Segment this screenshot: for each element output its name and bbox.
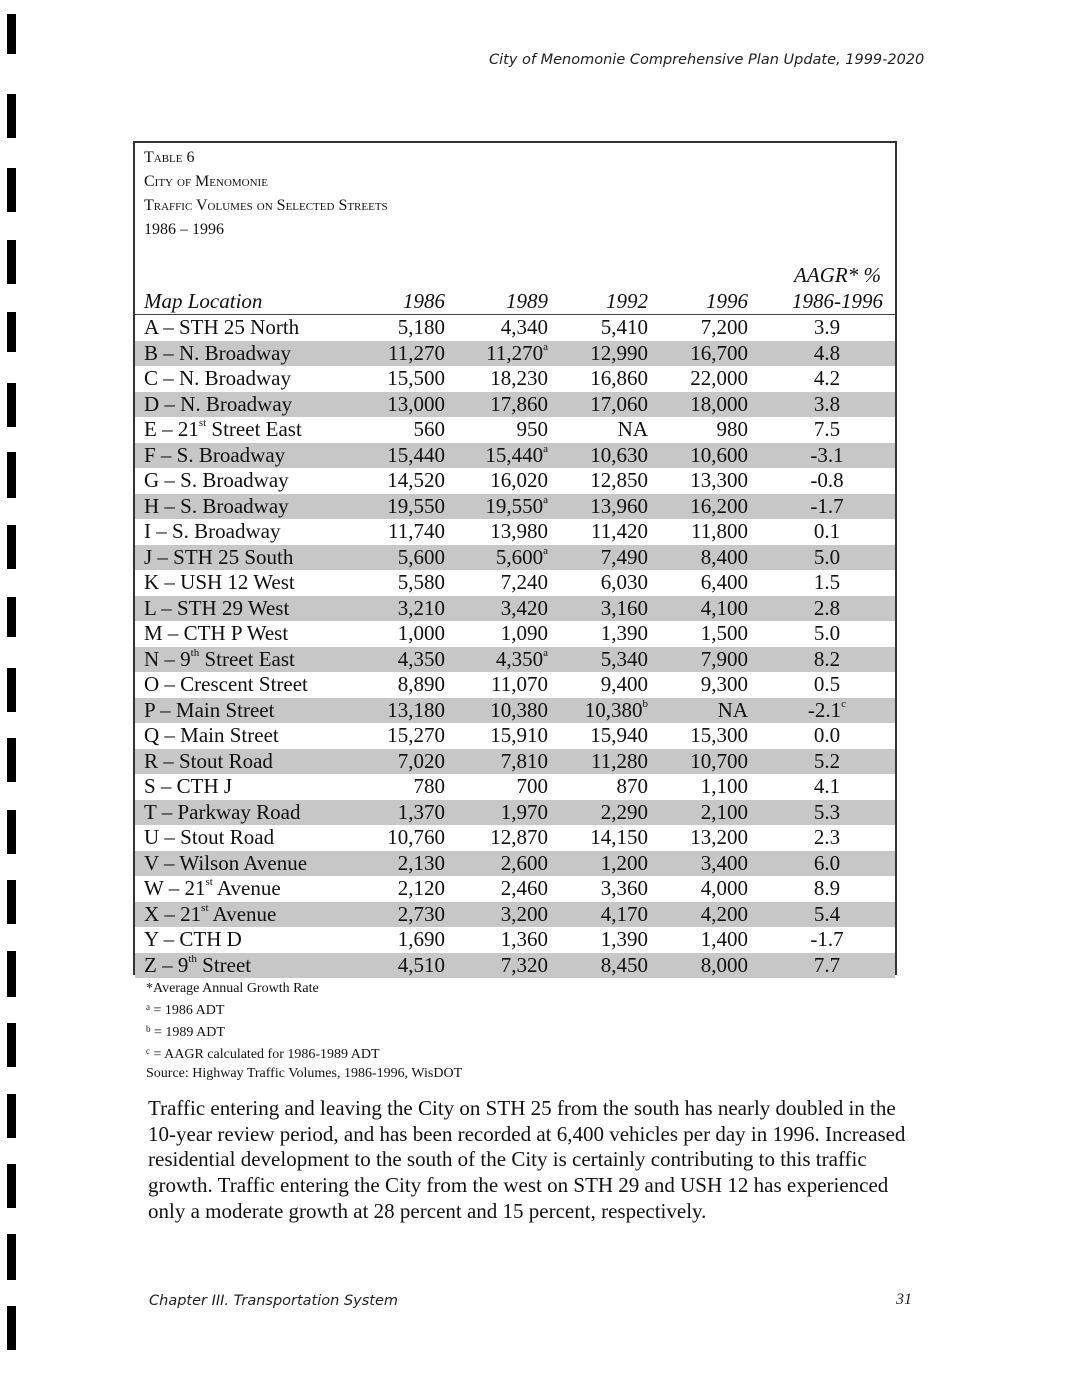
cell-1996: 2,100 [700,799,748,824]
cell-1992: 16,860 [590,366,648,390]
binder-mark [7,525,16,569]
cell-location: H – S. Broadway [144,493,289,518]
cell-1992: 3,360 [600,876,648,900]
cell-location: X – 21st Avenue [144,901,277,926]
binder-mark [7,14,16,54]
cell-1986: 1,690 [397,927,445,951]
cell-1996: 3,400 [700,850,748,875]
cell-location: B – N. Broadway [144,340,291,365]
header-aagr-period: 1986-1996 [792,289,883,313]
cell-1989: 18,230 [490,366,548,390]
cell-1992: 11,280 [591,748,648,773]
cell-location: Y – CTH D [144,927,242,951]
cell-1986: 8,890 [397,672,445,696]
cell-location: C – N. Broadway [144,366,291,390]
cell-1996: 7,900 [700,646,748,671]
table-row [135,596,895,622]
cell-aagr: 1.5 [813,570,841,594]
cell-aagr: 2.8 [813,595,841,620]
binder-mark [7,738,16,782]
table-row [135,774,895,800]
cell-1996: 1,400 [700,927,748,951]
cell-location: F – S. Broadway [144,442,286,467]
cell-aagr: 5.0 [813,544,841,569]
cell-1996: 4,100 [700,595,748,620]
table-row [135,315,895,341]
table-number: Table 6 [144,149,195,166]
cell-1989: 7,320 [500,952,548,977]
cell-1989: 11,070 [491,672,548,696]
cell-1996: 13,200 [690,825,748,849]
cell-1989: 4,350$^a$ [495,646,548,671]
cell-1986: 11,270 [388,340,445,365]
cell-location: K – USH 12 West [144,570,295,594]
binder-mark [7,1164,16,1208]
cell-location: L – STH 29 West [144,595,290,620]
cell-1992: 6,030 [600,570,648,594]
cell-1996: 16,200 [690,493,748,518]
binder-mark [7,168,16,212]
cell-aagr: 7.5 [813,417,841,441]
cell-1986: 14,520 [387,468,445,492]
note-b: $^b$ = 1989 ADT [146,1024,225,1040]
cell-1992: 8,450 [600,952,648,977]
cell-1992: NA [617,417,648,441]
cell-1986: 7,020 [397,748,445,773]
cell-location: W – 21st Avenue [144,876,281,900]
cell-1996: 10,600 [690,442,748,467]
cell-1989: 1,360 [500,927,548,951]
note-a: $^a$ = 1986 ADT [146,1002,225,1018]
binder-mark [7,452,16,498]
cell-aagr: 0.1 [813,519,841,543]
cell-1986: 5,600 [397,544,445,569]
cell-aagr: 5.0 [813,621,841,645]
table-title: Traffic Volumes on Selected Streets [144,197,388,214]
binder-mark [7,880,16,924]
header-map-location: Map Location [144,289,263,313]
cell-1989: 15,910 [490,723,548,747]
cell-aagr: -1.7 [810,493,844,518]
binder-edge-marks [7,0,17,1380]
cell-1992: 9,400 [600,672,648,696]
cell-location: G – S. Broadway [144,468,289,492]
cell-location: R – Stout Road [144,748,273,773]
table-row [135,749,895,775]
cell-1996: 4,000 [700,876,748,900]
cell-1989: 4,340 [500,315,548,339]
cell-1989: 10,380 [490,697,548,722]
table-row [135,800,895,826]
table-row [135,647,895,673]
running-head: City of Menomonie Comprehensive Plan Update, 1999-2020 [489,52,925,68]
cell-aagr: 0.5 [813,672,841,696]
cell-aagr: 4.1 [813,774,841,798]
cell-1992: 2,290 [600,799,648,824]
cell-1992: 1,390 [600,927,648,951]
cell-1989: 1,090 [500,621,548,645]
cell-aagr: 4.2 [813,366,841,390]
cell-location: U – Stout Road [144,825,275,849]
cell-location: N – 9th Street East [144,646,295,671]
cell-1986: 4,510 [397,952,445,977]
binder-mark [7,951,16,997]
table-row [135,723,895,749]
cell-1989: 19,550$^a$ [485,493,548,518]
binder-mark [7,597,16,637]
cell-1996: 980 [716,417,748,441]
table-row [135,341,895,367]
cell-location: Z – 9th Street [144,952,252,977]
binder-mark [7,383,16,427]
cell-location: O – Crescent Street [144,672,308,696]
table-row [135,672,895,698]
cell-1986: 19,550 [387,493,445,518]
table-row [135,366,895,392]
cell-1989: 3,200 [500,901,548,926]
cell-aagr: 7.7 [813,952,841,977]
cell-1986: 3,210 [397,595,445,620]
cell-1992: 5,410 [600,315,648,339]
cell-location: Q – Main Street [144,723,279,747]
table-row [135,825,895,851]
table-body [135,315,895,978]
cell-1986: 1,370 [397,799,445,824]
cell-1989: 11,270$^a$ [486,340,548,365]
cell-1996: 8,400 [700,544,748,569]
cell-1989: 12,870 [490,825,548,849]
cell-1996: 4,200 [700,901,748,926]
cell-1989: 950 [516,417,548,441]
cell-1996: 10,700 [690,748,748,773]
cell-1992: 13,960 [590,493,648,518]
cell-1989: 7,240 [500,570,548,594]
cell-1996: 13,300 [690,468,748,492]
cell-1986: 13,180 [387,697,445,722]
cell-1996: 1,500 [700,621,748,645]
cell-1992: 3,160 [600,595,648,620]
table-row [135,494,895,520]
cell-1986: 15,440 [387,442,445,467]
cell-aagr: 8.2 [813,646,841,671]
cell-aagr: 3.8 [813,391,841,416]
table-row [135,545,895,571]
header-1992: 1992 [606,289,648,313]
table-row [135,468,895,494]
cell-1989: 2,460 [500,876,548,900]
cell-location: M – CTH P West [144,621,289,645]
table-row [135,443,895,469]
header-aagr: AAGR* % [794,263,881,287]
table-row [135,417,895,443]
cell-1986: 4,350 [397,646,445,671]
binder-mark [7,1094,16,1138]
cell-1992: 15,940 [590,723,648,747]
cell-aagr: 6.0 [813,850,841,875]
binder-mark [7,1023,16,1067]
cell-1989: 7,810 [500,748,548,773]
header-1989: 1989 [506,289,548,313]
cell-1986: 780 [413,774,445,798]
cell-1986: 10,760 [387,825,445,849]
cell-1996: 18,000 [690,391,748,416]
cell-1986: 560 [413,417,445,441]
table-row [135,392,895,418]
binder-mark [7,94,16,138]
cell-1996: 16,700 [690,340,748,365]
cell-1996: 8,000 [700,952,748,977]
table-caption [144,146,388,242]
table-row [135,698,895,724]
cell-1992: 12,850 [590,468,648,492]
cell-1992: 10,380$^b$ [584,697,648,722]
cell-location: E – 21st Street East [144,417,302,441]
cell-1989: 17,860 [490,391,548,416]
cell-1992: 17,060 [590,391,648,416]
cell-aagr: 8.9 [813,876,841,900]
body-paragraph: Traffic entering and leaving the City on STH 25 from the south has nearly doubled in the 10-year review period, and has been recorded at 6,400 vehicles per day in 1996. Increased residential development to the south of the City is certainly contributing to this traffic growth. Traffic entering the City from the west on STH 29 and USH 12 has experienced only a moderate growth at 28 percent and 15 percent, respectively. [148,1096,906,1223]
cell-location: V – Wilson Avenue [144,850,308,875]
table-row [135,851,895,877]
cell-1992: 11,420 [591,519,648,543]
cell-1989: 3,420 [500,595,548,620]
cell-1989: 2,600 [500,850,548,875]
table-row [135,519,895,545]
table-row [135,927,895,953]
cell-1986: 2,120 [397,876,445,900]
note-c: $^c$ = AAGR calculated for 1986-1989 ADT [146,1046,380,1062]
cell-location: S – CTH J [144,774,233,798]
cell-1986: 2,730 [397,901,445,926]
chapter-footer: Chapter III. Transportation System [149,1293,399,1309]
cell-aagr: -0.8 [810,468,844,492]
cell-aagr: -1.7 [810,927,844,951]
cell-1992: 7,490 [600,544,648,569]
cell-aagr: 0.0 [813,723,841,747]
page-number: 31 [896,1291,912,1308]
binder-mark [7,810,16,854]
cell-1992: 12,990 [590,340,648,365]
cell-1992: 1,200 [600,850,648,875]
cell-1989: 5,600$^a$ [495,544,548,569]
table-row [135,902,895,928]
cell-location: P – Main Street [144,697,275,722]
cell-1989: 16,020 [490,468,548,492]
cell-aagr: 5.2 [813,748,841,773]
table-notes [146,979,462,1083]
cell-aagr: -3.1 [810,442,844,467]
cell-1992: 5,340 [600,646,648,671]
cell-1986: 11,740 [388,519,445,543]
note-aagr: *Average Annual Growth Rate [146,981,319,996]
table-row [135,570,895,596]
cell-1996: 1,100 [700,774,748,798]
cell-1986: 15,270 [387,723,445,747]
cell-1989: 700 [516,774,548,798]
cell-aagr: 2.3 [813,825,841,849]
cell-1989: 15,440$^a$ [485,442,548,467]
cell-1996: 22,000 [690,366,748,390]
cell-1992: 14,150 [590,825,648,849]
table-row [135,621,895,647]
cell-aagr: 5.4 [813,901,841,926]
binder-mark [7,1306,16,1350]
cell-1996: 15,300 [690,723,748,747]
cell-aagr: -2.1$^c$ [807,697,847,722]
cell-1992: 870 [616,774,648,798]
cell-1986: 5,180 [397,315,445,339]
table-years: 1986 – 1996 [144,221,224,238]
binder-mark [7,668,16,712]
binder-mark [7,312,16,352]
binder-mark [7,240,16,284]
cell-1996: 11,800 [691,519,748,543]
binder-mark [7,1234,16,1280]
cell-1989: 1,970 [500,799,548,824]
cell-1996: NA [717,697,748,722]
cell-aagr: 5.3 [813,799,841,824]
cell-1989: 13,980 [490,519,548,543]
header-1986: 1986 [403,289,445,313]
cell-1992: 10,630 [590,442,648,467]
cell-1996: 7,200 [700,315,748,339]
cell-1992: 1,390 [600,621,648,645]
header-1996: 1996 [706,289,748,313]
cell-1986: 1,000 [397,621,445,645]
cell-location: I – S. Broadway [144,519,281,543]
cell-aagr: 3.9 [813,315,841,339]
note-source: Source: Highway Traffic Volumes, 1986-1996, WisDOT [146,1066,463,1081]
cell-location: D – N. Broadway [144,391,293,416]
cell-location: T – Parkway Road [144,799,301,824]
table-row [135,876,895,902]
cell-location: A – STH 25 North [144,315,300,339]
cell-1986: 13,000 [387,391,445,416]
cell-aagr: 4.8 [813,340,841,365]
table-row [135,953,895,979]
cell-1986: 2,130 [397,850,445,875]
cell-1986: 5,580 [397,570,445,594]
cell-1992: 4,170 [600,901,648,926]
table-city: City of Menomonie [144,173,268,190]
cell-1996: 9,300 [700,672,748,696]
cell-location: J – STH 25 South [144,544,294,569]
cell-1996: 6,400 [700,570,748,594]
cell-1986: 15,500 [387,366,445,390]
